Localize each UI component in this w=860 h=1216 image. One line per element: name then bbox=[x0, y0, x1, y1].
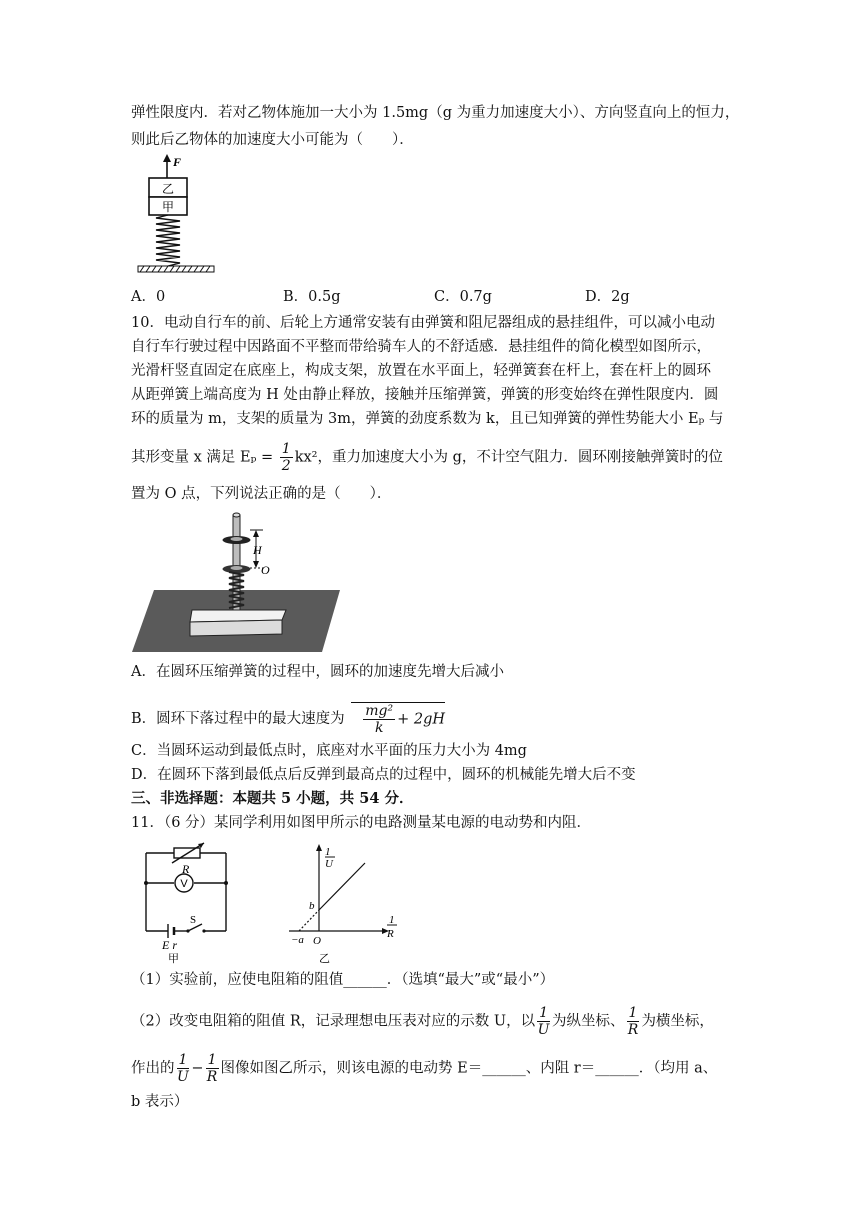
block-top-label: 乙 bbox=[161, 182, 175, 196]
voltmeter-label: V bbox=[180, 878, 188, 890]
intercept-b-label: b bbox=[309, 900, 315, 912]
q9-text-line-2: 则此后乙物体的加速度大小可能为（ ）． bbox=[131, 132, 414, 148]
q9-option-b: B．0.5g bbox=[283, 289, 341, 305]
q10-line-6-end: kx²，重力加速度大小为 g，不计空气阻力．圆环刚接触弹簧时的位 bbox=[294, 449, 723, 466]
q9-text-line-1: 弹性限度内．若对乙物体施加一大小为 1.5mg（g 为重力加速度大小）、方向竖直向上的恒力， bbox=[131, 105, 740, 121]
mg2-over-k: $\frac{\text{mg²}}{k}$ bbox=[365, 703, 394, 736]
one-over-r-fraction: $\frac{1}{R}$ bbox=[627, 1005, 639, 1038]
q11-graph-figure bbox=[285, 843, 410, 968]
q11-part-4: b 表示） bbox=[131, 1094, 189, 1110]
q10-line-7: 置为 O 点，下列说法正确的是（ ）． bbox=[131, 486, 392, 502]
y-axis-den: U bbox=[325, 858, 333, 870]
q10-suspension-figure bbox=[132, 510, 342, 655]
q11-part-3: 作出的 $\frac{1}{U}$ − $\frac{1}{R}$ 图像如图乙所示，则该电源的电动势 E＝______、内阻 r＝______．（均用 a、 bbox=[131, 1052, 718, 1085]
section-3-heading: 三、非选择题：本题共 5 小题，共 54 分． bbox=[131, 790, 414, 807]
h-label: H bbox=[253, 543, 262, 557]
q10-option-c: C．当圆环运动到最低点时，底座对水平面的压力大小为 4mg bbox=[131, 743, 527, 759]
one-over-u-fraction-2: $\frac{1}{U}$ bbox=[177, 1052, 189, 1085]
intercept-a-label: −a bbox=[291, 934, 304, 946]
one-over-r-fraction-2: $\frac{1}{R}$ bbox=[206, 1052, 218, 1085]
spring bbox=[156, 215, 180, 266]
q10-option-b: B．圆环下落过程中的最大速度为 $\frac{\text{mg²}}{k}$ + 2gH bbox=[131, 703, 446, 736]
sqrt-expression: $\frac{\text{mg²}}{k}$ + 2gH bbox=[351, 702, 445, 736]
q10-line-2: 自行车行驶过程中因路面不平整而带给骑车人的不舒适感．悬挂组件的简化模型如图所示， bbox=[131, 339, 711, 355]
origin-label: O bbox=[313, 935, 321, 947]
circuit-caption: 甲 bbox=[168, 952, 179, 965]
force-label: F bbox=[173, 155, 182, 169]
o-label: O bbox=[261, 563, 270, 577]
block-bottom-label: 甲 bbox=[161, 200, 175, 214]
q9-option-d: D．2g bbox=[585, 289, 630, 305]
q9-spring-figure bbox=[130, 152, 225, 280]
q11-circuit-figure bbox=[138, 843, 233, 963]
x-axis-den: R bbox=[387, 928, 394, 940]
x-axis-num: 1 bbox=[389, 914, 395, 926]
q10-option-d: D．在圆环下落到最低点后反弹到最高点的过程中，圆环的机械能先增大后不变 bbox=[131, 767, 636, 783]
resistor-label: R bbox=[182, 862, 190, 876]
q10-line-6 bbox=[131, 441, 723, 474]
graph-caption: 乙 bbox=[319, 952, 330, 965]
q9-option-a: A．0 bbox=[131, 289, 166, 305]
q10-line-1: 10．电动自行车的前、后轮上方通常安装有由弹簧和阻尼器组成的悬挂组件，可以减小电动 bbox=[131, 315, 715, 331]
y-axis-num: 1 bbox=[325, 846, 331, 858]
q11-part-1: （1）实验前，应使电阻箱的阻值______．（选填“最大”或“最小”） bbox=[131, 972, 555, 988]
q10-option-a: A．在圆环压缩弹簧的过程中，圆环的加速度先增大后减小 bbox=[131, 664, 504, 680]
q10-line-3: 光滑杆竖直固定在底座上，构成支架，放置在水平面上，轻弹簧套在杆上，套在杆上的圆环 bbox=[131, 363, 711, 379]
emf-label: E r bbox=[162, 938, 177, 952]
q11-part-2: （2）改变电阻箱的阻值 R，记录理想电压表对应的示数 U，以 $\frac{1}{U}$ 为纵坐标、 $\frac{1}{R}$ 为横坐标， bbox=[131, 1005, 714, 1038]
switch-label: S bbox=[190, 914, 197, 926]
q10-line-5: 环的质量为 m，支架的质量为 3m，弹簧的劲度系数为 k，且已知弹簧的弹性势能大小 Eₚ 与 bbox=[131, 411, 724, 427]
one-over-u-fraction: $\frac{1}{U}$ bbox=[537, 1005, 550, 1038]
q10-half-fraction: $\frac{1}{2}$ bbox=[281, 441, 291, 474]
q10-line-6-start: 其形变量 x 满足 Eₚ = bbox=[131, 449, 278, 466]
q9-option-c: C．0.7g bbox=[434, 289, 492, 305]
q11-title: 11．（6 分）某同学利用如图甲所示的电路测量某电源的电动势和内阻． bbox=[131, 815, 592, 831]
q10-line-4: 从距弹簧上端高度为 H 处由静止释放，接触并压缩弹簧，弹簧的形变始终在弹性限度内．圆 bbox=[131, 387, 719, 403]
